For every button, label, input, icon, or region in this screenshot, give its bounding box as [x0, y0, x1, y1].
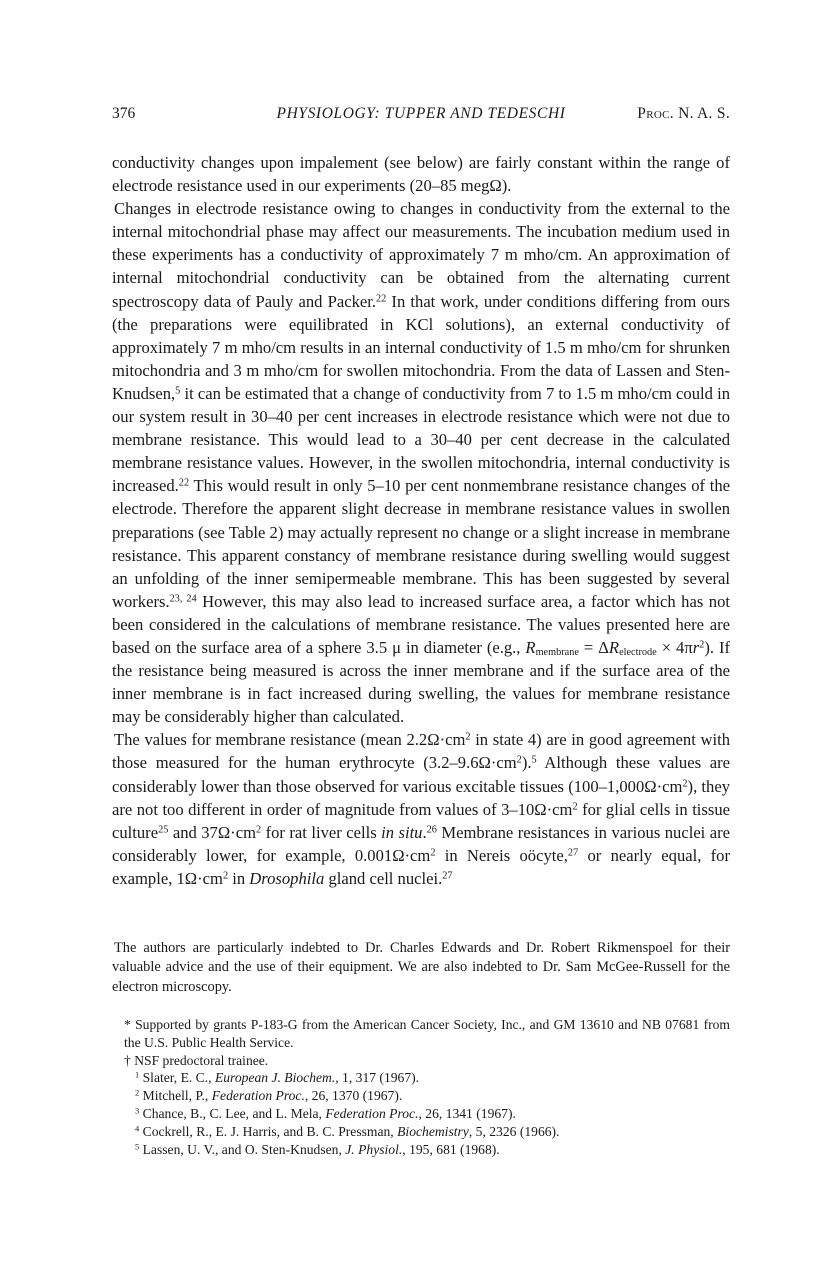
- reference-details: , 195, 681 (1968).: [402, 1141, 500, 1157]
- citation-ref: 22: [376, 292, 387, 304]
- reference-details: , 5, 2326 (1966).: [468, 1123, 560, 1139]
- citation-ref: 25: [158, 824, 169, 836]
- equation-symbol: r: [692, 637, 700, 657]
- p2-text-d: This would result in only 5–10 per cent nonmembrane resistance changes of the electrode. Therefore the apparent slight decrease in membrane resistance values in swollen preparations (see Table 2) may actually represent no change or a slight increase in membrane resistance. This apparent constancy of membrane resistance during swelling would suggest an unfolding of the inner semipermeable membrane. This has been suggested by several workers.: [112, 476, 730, 611]
- reference-item: [112, 1069, 730, 1087]
- citation-ref: 5: [531, 754, 537, 766]
- exponent: 2: [430, 847, 436, 859]
- reference-item: [112, 1087, 730, 1105]
- p3-text: for rat liver cells: [261, 822, 382, 842]
- reference-journal: European J. Biochem.: [214, 1070, 336, 1086]
- reference-number: 5: [135, 1140, 140, 1151]
- footnote-funding: * Supported by grants P-183-G from the American Cancer Society, Inc., and GM 13610 and NB 07681 from the U.S. Public Health Service.: [124, 1017, 730, 1050]
- footnotes: [112, 1016, 730, 1158]
- p1-text: conductivity changes upon impalement (see below) are fairly constant within the range of electrode resistance used in our experiments (20–85 megΩ).: [112, 153, 730, 196]
- p3-text: .: [422, 822, 427, 842]
- p3-text: Membrane resistances in various nuclei are considerably lower, for example, 0.001Ω·cm: [112, 822, 731, 865]
- reference-details: , 1, 317 (1967).: [335, 1070, 420, 1086]
- reference-number: 3: [135, 1105, 140, 1116]
- acknowledgment: [112, 939, 730, 997]
- reference-authors: Mitchell, P.,: [142, 1088, 212, 1104]
- exponent: 2: [222, 870, 229, 882]
- p2-text-e: However, this may also lead to increased surface area, a factor which has not been considered in the calculations of membrane resistance. The values presented here are based on the surface area of a sphere 3.5 μ in diameter (e.g.,: [112, 591, 731, 657]
- footnote-trainee: † NSF predoctoral trainee.: [124, 1052, 269, 1068]
- citation-ref: 23, 24: [169, 593, 197, 605]
- exponent: 2: [682, 777, 688, 789]
- reference-item: [112, 1123, 730, 1141]
- p3-text: and 37Ω·cm: [168, 822, 256, 842]
- running-header: [112, 105, 730, 131]
- reference-item: [112, 1105, 730, 1123]
- p3-text: in: [228, 868, 250, 888]
- p3-text: gland cell nuclei.: [324, 868, 443, 888]
- reference-authors: Cockrell, R., E. J. Harris, and B. C. Pressman,: [142, 1123, 398, 1139]
- equation-text: = Δ: [578, 637, 609, 657]
- equation-text: × 4π: [656, 637, 693, 657]
- citation-ref: 5: [175, 385, 181, 397]
- reference-authors: Slater, E. C.,: [142, 1070, 215, 1086]
- body-text: [112, 151, 730, 890]
- citation-ref: 22: [178, 477, 190, 489]
- p2-text-f: ). If the resistance being measured is across the inner membrane and if the surface area of the inner membrane is in fact increased during swelling, the values for membrane resistance may be considerably higher than calculated.: [112, 637, 731, 727]
- exponent: 2: [572, 800, 578, 812]
- reference-journal: Federation Proc.: [325, 1105, 419, 1121]
- p2-text-a: Changes in electrode resistance owing to changes in conductivity from the external to the internal mitochondrial phase may affect our measurements. The incubation medium used in these experiments has a conductivity of approximately 7 m mho/cm. An approximation of internal mitochondrial conductivity can be obtained from the alternating current spectroscopy data of Pauly and Packer.: [112, 199, 730, 311]
- p3-text: Although these values are considerably lower than those observed for various excitable tissues (100–1,000Ω·cm: [112, 753, 731, 796]
- journal-name: Proc. N. A. S.: [637, 105, 730, 122]
- reference-details: , 26, 1341 (1967).: [418, 1105, 516, 1121]
- reference-number: 4: [135, 1123, 140, 1134]
- citation-ref: 27: [442, 870, 453, 882]
- citation-ref: 26: [426, 824, 437, 836]
- p3-text: The values for membrane resistance (mean 2.2Ω·cm: [114, 730, 466, 750]
- page-number: 376: [112, 105, 136, 122]
- p3-text: ).: [521, 753, 532, 773]
- italic-term: in situ: [381, 822, 423, 842]
- citation-ref: 27: [567, 847, 579, 859]
- reference-details: , 26, 1370 (1967).: [304, 1088, 403, 1104]
- exponent: 2: [255, 824, 262, 836]
- reference-authors: Chance, B., C. Lee, and L. Mela,: [142, 1105, 326, 1121]
- reference-number: 1: [135, 1069, 140, 1080]
- paragraph-conductivity: [112, 197, 730, 728]
- p3-text: or nearly equal, for example, 1Ω·cm: [112, 845, 731, 888]
- p3-text: ), they are not too different in order of magnitude from values of 3–10Ω·cm: [112, 776, 730, 819]
- reference-journal: Biochemistry: [397, 1123, 469, 1139]
- reference-journal: J. Physiol.: [345, 1141, 403, 1157]
- reference-number: 2: [135, 1087, 140, 1098]
- equation-symbol: R: [525, 637, 536, 657]
- exponent: 2: [465, 731, 471, 743]
- p3-text: for glial cells in tissue culture: [112, 799, 730, 842]
- paragraph-resistance-values: [112, 728, 730, 890]
- p2-text-b: In that work, under conditions differing from ours (the preparations were equilibrated in KCl solutions), an external conductivity of approximately 7 m mho/cm results in an internal conductivity of 1.5 m mho/cm for shrunken mitochondria and 3 m mho/cm for swollen mitochondria. From the data of Lassen and Sten-Knudsen,: [112, 291, 730, 403]
- exponent: 2: [516, 754, 522, 766]
- paragraph-continuation: [112, 151, 730, 197]
- italic-term: Drosophila: [249, 868, 325, 888]
- running-title: PHYSIOLOGY: TUPPER AND TEDESCHI: [276, 105, 566, 122]
- reference-journal: Federation Proc.: [211, 1088, 305, 1104]
- p2-text-c: it can be estimated that a change of conductivity from 7 to 1.5 m mho/cm could in our system result in 30–40 per cent increases in electrode resistance which were not due to membrane resistance. This would lead to a 30–40 per cent decrease in the calculated membrane resistance values. However, in the swollen mitochondria, internal conductivity is increased.: [112, 383, 730, 496]
- reference-item: [112, 1141, 730, 1159]
- p3-text: in Nereis oöcyte,: [435, 845, 568, 865]
- equation-subscript: electrode: [619, 647, 657, 659]
- reference-authors: Lassen, U. V., and O. Sten-Knudsen,: [142, 1141, 346, 1157]
- equation-subscript: membrane: [535, 647, 579, 659]
- equation-symbol: R: [608, 637, 620, 657]
- equation-exponent: 2: [699, 639, 705, 651]
- p3-text: in state 4) are in good agreement with those measured for the human erythrocyte (3.2–9.6Ω·cm: [112, 730, 730, 773]
- acknowledgment-text: The authors are particularly indebted to Dr. Charles Edwards and Dr. Robert Rikmenspoel for their valuable advice and the use of their equipment. We are also indebted to Dr. Sam McGee-Russell for the electron microscopy.: [112, 940, 730, 995]
